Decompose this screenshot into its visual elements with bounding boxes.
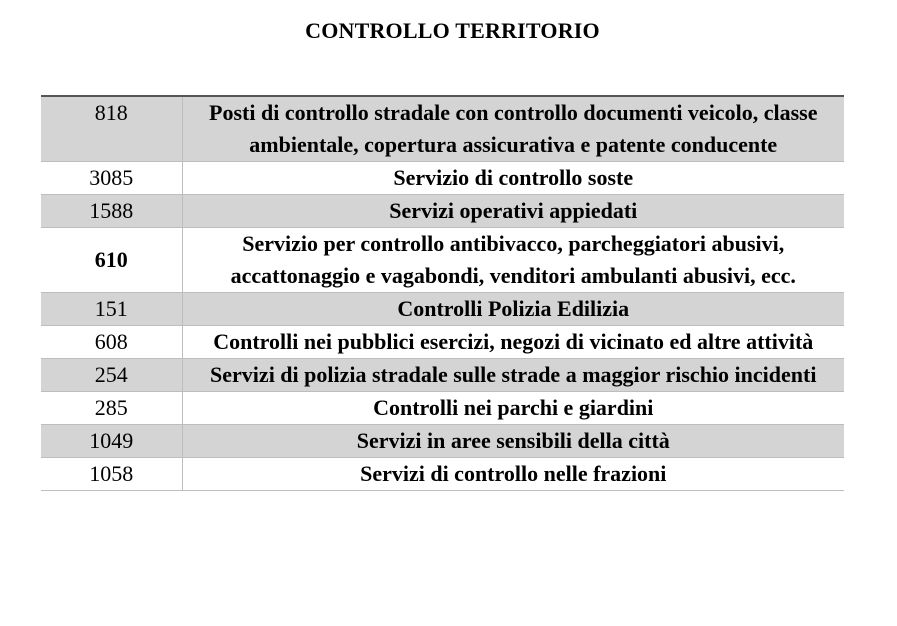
table-row [41,293,844,326]
row-count: 3085 [41,162,182,195]
row-description: Posti di controllo stradale con controllo documenti veicolo, classe ambientale, copertura assicurativa e patente conducente [182,96,844,162]
row-description: Servizi operativi appiedati [182,195,844,228]
row-description: Controlli nei pubblici esercizi, negozi di vicinato ed altre attività [182,326,844,359]
row-description: Servizio di controllo soste [182,162,844,195]
row-count: 151 [41,293,182,326]
activity-table [41,95,844,491]
row-count: 285 [41,392,182,425]
table-row [41,162,844,195]
row-count: 254 [41,359,182,392]
page-title: CONTROLLO TERRITORIO [305,18,600,43]
row-description: Servizi in aree sensibili della città [182,425,844,458]
row-description: Servizio per controllo antibivacco, parcheggiatori abusivi, accattonaggio e vagabondi, venditori ambulanti abusivi, ecc. [182,228,844,293]
row-count: 818 [41,96,182,162]
table-row [41,392,844,425]
table-row [41,425,844,458]
table-row [41,458,844,491]
row-description: Controlli nei parchi e giardini [182,392,844,425]
row-count: 1058 [41,458,182,491]
table-row [41,326,844,359]
table-row [41,228,844,293]
table-row [41,359,844,392]
row-count: 1049 [41,425,182,458]
row-description: Controlli Polizia Edilizia [182,293,844,326]
table-row [41,195,844,228]
row-description: Servizi di polizia stradale sulle strade a maggior rischio incidenti [182,359,844,392]
row-description: Servizi di controllo nelle frazioni [182,458,844,491]
row-count: 610 [41,228,182,293]
row-count: 1588 [41,195,182,228]
row-count: 608 [41,326,182,359]
table-row [41,96,844,162]
